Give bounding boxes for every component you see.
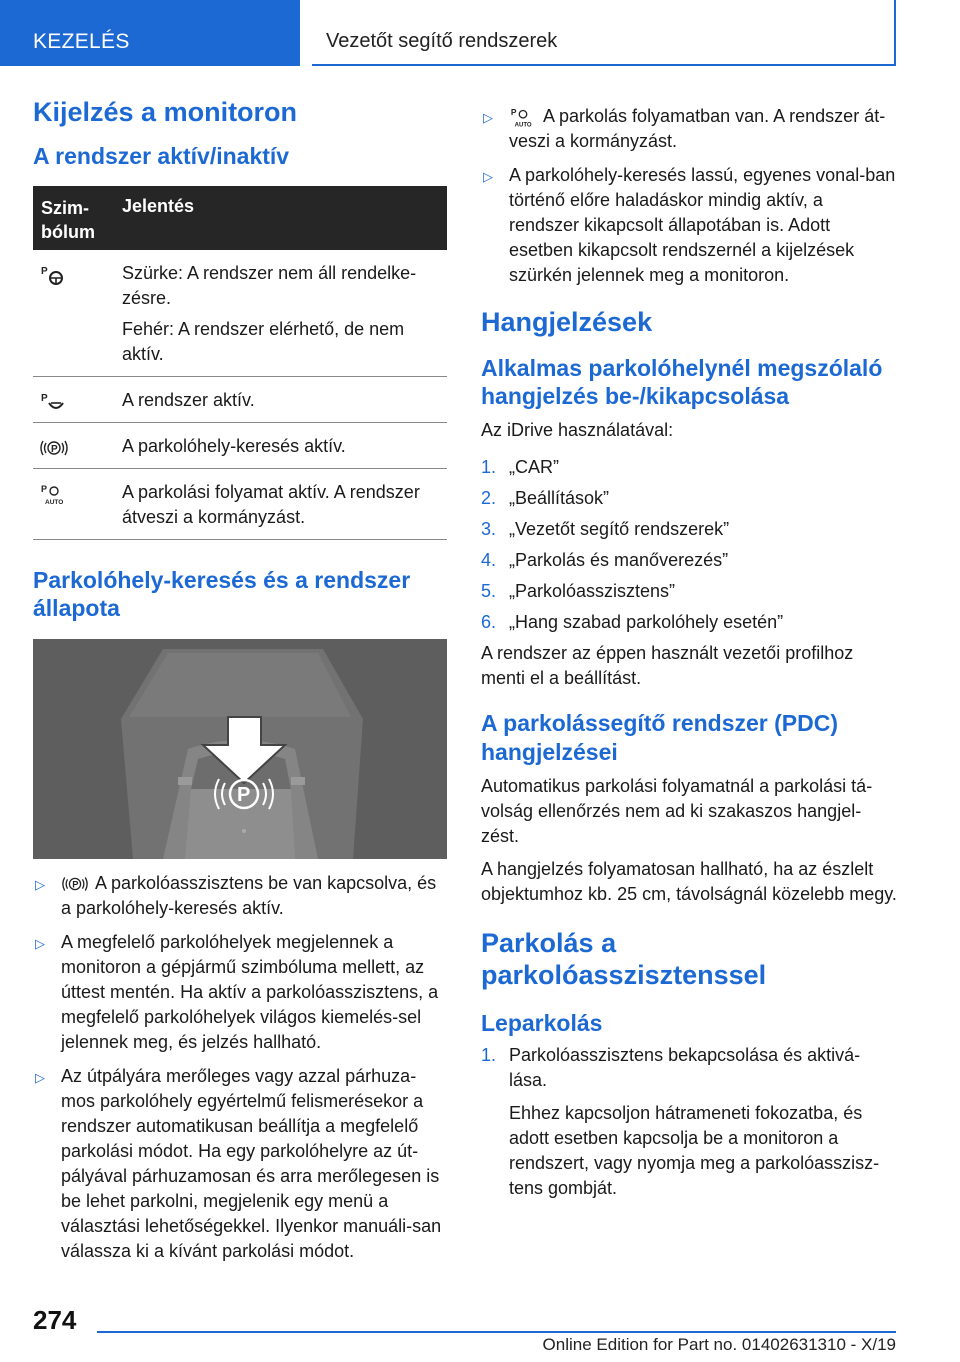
list-item: 1. „CAR” [481, 457, 559, 478]
table-header-meaning: Jelentés [122, 196, 195, 217]
svg-text:P: P [41, 266, 48, 278]
list-item: 1. Parkolóasszisztens bekapcsolása és aktivá-lása. Ehhez kapcsoljon hátrameneti fokozatba, és adott esetben kapcsolja be a monitoron a rendszert, vagy nyomja meg a parkolóasszisz-tens gombját. [481, 1043, 897, 1201]
table-cell-text: Fehér: A rendszer elérhető, de nem aktív. [122, 319, 405, 365]
parking-space-search-icon [39, 437, 69, 459]
section-title-parking-assistant: Parkolás a parkolóasszisztenssel [481, 927, 767, 990]
list-item-text: „CAR” [509, 457, 559, 478]
svg-text:AUTO: AUTO [45, 499, 64, 506]
list-item: 6. „Hang szabad parkolóhely esetén” [481, 612, 784, 633]
subsection-title-parking-in: Leparkolás [481, 1010, 603, 1037]
idrive-steps [481, 455, 897, 635]
subsection-title-pdc: A parkolássegítő rendszer (PDC) hangjelzései [481, 710, 839, 765]
triangle-bullet-icon: ▷ [35, 935, 45, 951]
list-item-text: Parkolóasszisztens bekapcsolása és aktivá-lása. [509, 1045, 861, 1091]
table-cell-text: Szürke: A rendszer nem áll rendelke-zésre. [122, 263, 417, 309]
header-section-tab [0, 0, 300, 66]
section-title-active: A rendszer aktív/inaktív [33, 143, 290, 170]
table-cell-text: A rendszer aktív. [122, 390, 255, 411]
triangle-bullet-icon: ▷ [35, 876, 45, 892]
table-row [33, 423, 447, 469]
page-number: 274 [33, 1305, 77, 1335]
list-item: 5. „Parkolóasszisztens” [481, 581, 676, 602]
page-title: Kijelzés a monitoron [33, 97, 298, 127]
list-item-text: „Parkolás és manőverezés” [509, 550, 729, 571]
parking-assistant-icon [39, 264, 69, 286]
svg-text:P: P [237, 783, 251, 806]
list-item-detail: Ehhez kapcsoljon hátrameneti fokozatba, és adott esetben kapcsolja be a monitoron a rendszert, vagy nyomja meg a parkolóasszisz-tens gombját. [509, 1103, 880, 1199]
header-section-label: KEZELÉS [33, 30, 130, 53]
list-item-text: A parkolás folyamatban van. A rendszer át-veszi a kormányzást. [509, 106, 886, 151]
pdc-paragraph-1: Automatikus parkolási folyamatnál a parkolási tá-volság ellenőrzés nem ad ki szakaszos hangjel-zést. [481, 775, 873, 846]
pdc-paragraph-2: A hangjelzés folyamatosan hallható, ha az észlelt objektumhoz kb. 25 cm, távolságnál közelebb megy. [481, 858, 897, 904]
svg-text:AUTO: AUTO [514, 122, 532, 129]
list-item-text: A parkolóasszisztens be van kapcsolva, és a parkolóhely-keresés aktív. [61, 872, 437, 918]
list-item-text: „Beállítások” [509, 488, 610, 509]
right-column [481, 104, 897, 1209]
symbol-table [33, 186, 447, 540]
parking-space-search-icon [61, 873, 89, 895]
table-header [33, 186, 447, 250]
list-item: 2. „Beállítások” [481, 488, 610, 509]
svg-text:P: P [41, 393, 48, 405]
triangle-bullet-icon: ▷ [483, 110, 493, 125]
table-cell-text: A parkolóhely-keresés aktív. [122, 436, 346, 457]
svg-text:P: P [72, 879, 79, 890]
svg-text:P: P [41, 484, 48, 495]
table-header-symbol: Szim- bólum [41, 198, 95, 243]
list-item [33, 1064, 447, 1264]
footer-divider [97, 1331, 896, 1333]
section-title-search-status: Parkolóhely-keresés és a rendszer állapota [33, 567, 411, 622]
monitor-illustration [33, 639, 447, 859]
footer-edition: Online Edition for Part no. 01402631310 - X/19 [542, 1335, 896, 1354]
parking-assistant-icon [39, 391, 69, 413]
subsection-title-sound-toggle: Alkalmas parkolóhelynél megszólaló hangjelzés be-/kikapcsolása [481, 355, 883, 410]
auto-parking-icon [39, 483, 69, 505]
idrive-intro: Az iDrive használatával: [481, 420, 674, 441]
table-row [33, 469, 447, 540]
list-item-text: „Parkolóasszisztens” [509, 581, 676, 602]
header-chapter-label: Vezetőt segítő rendszerek [326, 30, 558, 52]
svg-text:P: P [510, 107, 517, 118]
list-item [481, 104, 897, 154]
parking-steps [481, 1043, 897, 1201]
auto-parking-icon [509, 106, 537, 128]
triangle-bullet-icon: ▷ [35, 1069, 45, 1085]
list-item-text: A parkolóhely-keresés lassú, egyenes vonal-ban történő előre haladáskor mindig aktív, a rendszer kikapcsolt állapotában is. Adott esetben kikapcsolt rendszernél a kijelzések szürkén jelennek meg a monitoron. [509, 165, 896, 285]
list-item [33, 871, 447, 921]
list-item-text: Az útpályára merőleges vagy azzal párhuza-mos parkolóhely egyértelmű felismerésekor a rendszer automatikusan beállítja a megfelelő parkolási módot. Ha egy parkolóhelyre az út-pályával párhuzamosan és arra merőlegesen is be lehet parkolni, megjelenik egy menü a választási lehetőségekkel. Ilyenkor manuáli-san válassza ki a kívánt parkolási módot. [61, 1065, 442, 1261]
list-item-text: „Vezetőt segítő rendszerek” [509, 519, 730, 540]
triangle-bullet-icon: ▷ [483, 169, 493, 184]
list-item: 4. „Parkolás és manőverezés” [481, 550, 729, 571]
svg-text:P: P [51, 444, 58, 456]
table-row [33, 250, 447, 377]
car-parking-graphic [33, 639, 447, 859]
header-chapter-tab [312, 0, 896, 66]
list-item [481, 163, 897, 288]
table-cell-text: A parkolási folyamat aktív. A rendszer átveszi a kormányzást. [122, 482, 420, 528]
list-item [33, 930, 447, 1055]
profile-note: A rendszer az éppen használt vezetői profilhoz menti el a beállítást. [481, 643, 854, 689]
list-item: 3. „Vezetőt segítő rendszerek” [481, 519, 730, 540]
left-column [33, 96, 447, 1273]
right-bullet-list [481, 104, 897, 288]
table-row [33, 377, 447, 423]
list-item-text: „Hang szabad parkolóhely esetén” [509, 612, 784, 633]
list-item-text: A megfelelő parkolóhelyek megjelennek a monitoron a gépjármű szimbóluma mellett, az úttest mentén. Ha aktív a parkolóasszisztens, a megfelelő parkolóhelyek világos kiemelés-sel jelennek meg, és jelzés hallható. [61, 931, 439, 1052]
section-title-sounds: Hangjelzések [481, 307, 653, 337]
left-bullet-list [33, 871, 447, 1264]
